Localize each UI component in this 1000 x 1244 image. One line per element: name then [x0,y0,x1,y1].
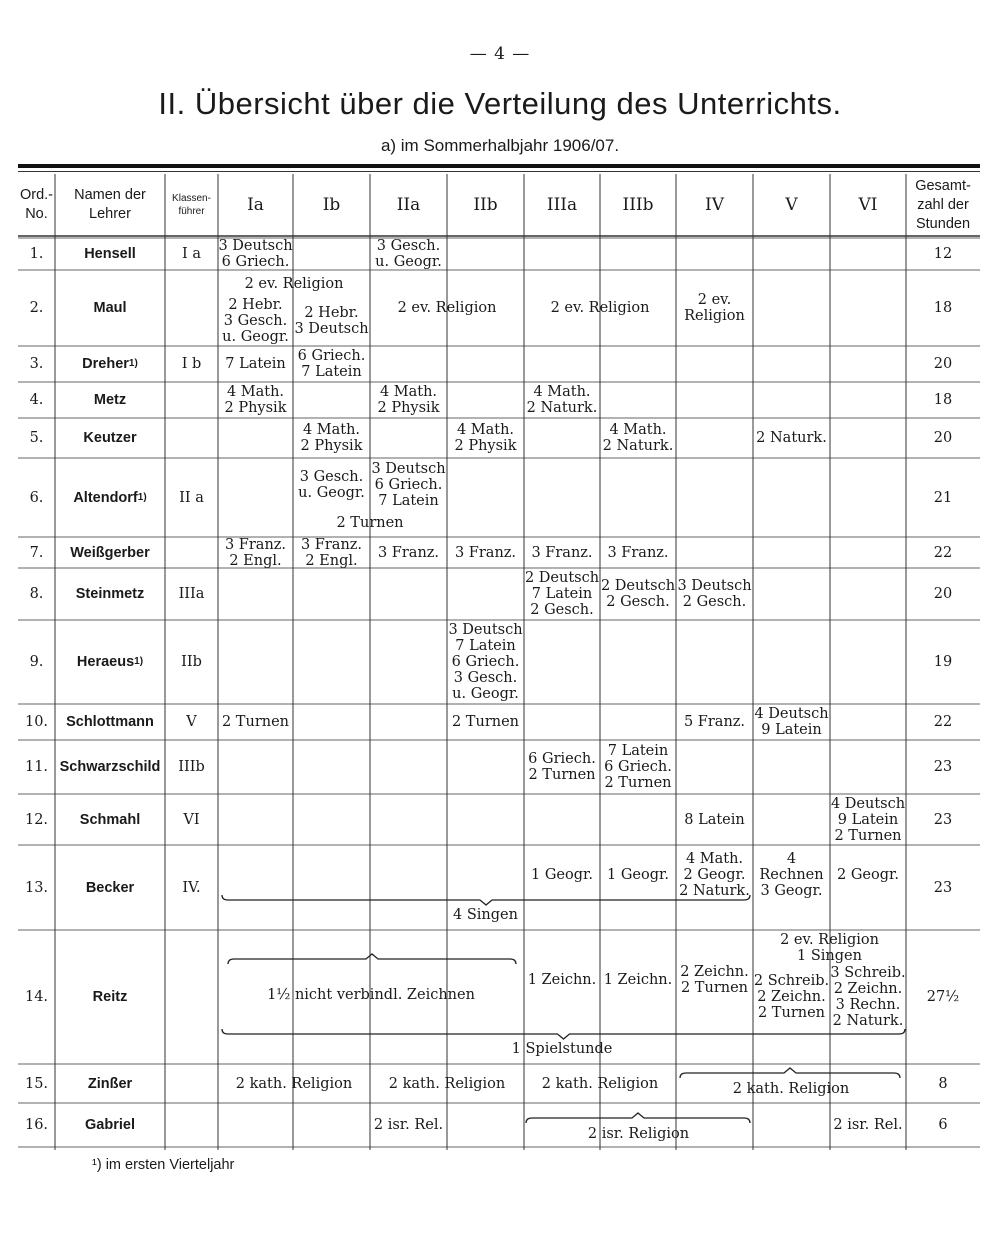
teacher-name [55,1064,165,1103]
subject-cell-ib: 4 Math. 2 Physik [300,422,363,454]
subject-span: 2 kath. Religion [732,1081,850,1097]
teacher-name-text: Steinmetz [75,586,145,602]
row-number: 11. [24,759,49,775]
subject-cell-iib: 2 Turnen [451,714,520,730]
subject-span: 1 Spielstunde [511,1041,613,1057]
subject-span: 2 kath. Religion [235,1075,353,1092]
subject-cell-iiia: 3 Franz. [531,544,593,561]
teacher-name-text: Heraeus [76,654,135,670]
subject-cell-iiia: 1 Geogr. [531,867,593,883]
header-class-iib: IIb [473,195,498,215]
teacher-name-text: Maul [93,300,127,316]
subject-cell-ib: 3 Gesch. u. Geogr. [298,469,365,501]
teacher-name-text: Schmahl [79,811,141,828]
subject-cell-iia: 3 Franz. [377,544,440,561]
total-hours: 18 [933,392,953,408]
row-number: 7. [29,544,44,561]
subject-cell-vi: 3 Schreib. 2 Zeichn. 3 Rechn. 2 Naturk. [830,965,906,1029]
subject-span: 1½ nicht verbindl. Zeichnen [267,987,475,1003]
subject-span: 2 ev. Religion 1 Singen [780,932,879,964]
subject-cell-iv: 2 ev. Religion [684,292,745,324]
row-number: 13. [24,879,49,896]
teacher-name [55,568,165,620]
row-number: 6. [29,489,44,506]
total-hours: 20 [933,356,953,372]
teacher-name-text: Reitz [92,989,128,1005]
total-hours: 19 [933,654,953,670]
footnote [92,1157,234,1173]
total-hours: 23 [933,879,953,896]
subject-cell-ia: 7 Latein [225,356,286,372]
total-hours: 20 [933,430,953,446]
subject-cell-iiib: 7 Latein 6 Griech. 2 Turnen [604,743,672,791]
teacher-name-text: Schwarzschild [59,759,161,775]
subject-cell-iiia: 1 Zeichn. [527,972,597,988]
subject-cell-ia: 4 Math. 2 Physik [224,384,287,416]
subject-cell-vi: 4 Deutsch 9 Latein 2 Turnen [830,795,906,844]
footnote-ref: 1) [134,656,144,667]
total-hours: 22 [933,714,953,730]
subject-cell-iv: 4 Math. 2 Geogr. 2 Naturk. [679,851,750,899]
subject-span: 2 kath. Religion [541,1075,659,1092]
class-leader: I a [182,246,201,262]
subject-cell-iiib: 4 Math. 2 Naturk. [602,422,674,454]
class-leader: I b [181,356,202,372]
subject-cell-ib: 6 Griech. 7 Latein [297,348,366,380]
subject-cell-vi: 2 isr. Rel. [833,1117,903,1133]
total-hours: 18 [933,300,953,316]
total-hours: 23 [933,811,953,828]
footnote-ref: 1) [128,358,138,369]
subject-cell-iiib: 1 Zeichn. [603,972,673,988]
teacher-name [55,794,165,845]
row-number: 14. [24,989,49,1005]
subject-span: 2 kath. Religion [388,1075,506,1092]
subject-cell-iiia: 6 Griech. 2 Turnen [528,751,596,783]
subject-cell-ib: 3 Franz. 2 Engl. [300,536,363,569]
subject-cell-iib: 3 Deutsch 7 Latein 6 Griech. 3 Gesch. u. Geogr. [448,622,523,702]
subject-cell-iiia: 2 Deutsch 7 Latein 2 Gesch. [524,570,600,618]
subject-cell-v: 4 Deutsch 9 Latein [754,706,829,738]
row-number: 3. [29,356,44,372]
teacher-name-text: Altendorf [73,489,138,506]
header-class-vi: VI [858,195,878,215]
header-class-leader: Klassen- führer [172,193,211,217]
subject-cell-iiib: 1 Geogr. [607,867,669,883]
total-hours: 22 [933,544,953,561]
teacher-name [55,270,165,346]
teacher-name [55,382,165,418]
subject-cell-iiib: 3 Franz. [607,544,669,561]
teacher-name-text: Hensell [84,246,136,262]
teacher-name [55,620,165,704]
teacher-name-text: Zinßer [87,1075,133,1092]
total-hours: 27½ [926,989,960,1005]
teacher-name [55,238,165,270]
total-hours: 23 [933,759,953,775]
header-class-iv: IV [705,195,724,215]
row-number: 15. [24,1075,49,1092]
subject-cell-iib: 4 Math. 2 Physik [454,422,517,454]
subject-cell-iv: 5 Franz. [683,714,746,730]
subject-cell-iv: 3 Deutsch 2 Gesch. [677,578,752,610]
header-class-ib: Ib [322,195,341,215]
page-number: — 4 — [469,44,531,64]
teacher-name-text: Gabriel [85,1117,135,1133]
subject-cell-iv: 8 Latein [684,811,745,828]
subject-cell-v: 2 Schreib. 2 Zeichn. 2 Turnen [753,973,830,1021]
row-number: 12. [24,811,49,828]
subject-cell-vi: 2 Geogr. [837,867,899,883]
teacher-name [55,845,165,930]
subject-span: 2 isr. Religion [587,1126,690,1142]
subject-cell-iia: 4 Math. 2 Physik [377,384,440,416]
subject-span: 2 ev. Religion [397,300,497,316]
header-total-hours: Gesamt- zahl der Stunden [915,177,971,232]
teacher-name-text: Metz [93,392,127,408]
row-number: 5. [29,430,44,446]
header-class-iia: IIa [396,195,421,215]
header-class-v: V [785,195,798,215]
footnote-ref: 1) [137,491,147,503]
teacher-name [55,537,165,568]
subject-cell-iv: 2 Zeichn. 2 Turnen [680,964,749,996]
class-leader: IV. [182,879,201,896]
teacher-name [55,418,165,458]
class-leader: IIIb [178,759,205,775]
header-class-iiia: IIIa [546,195,578,215]
row-number: 2. [29,300,44,316]
subject-cell-ib: 2 Hebr. 3 Deutsch [294,305,369,337]
subject-cell-iia: 3 Gesch. u. Geogr. [375,238,442,270]
subject-cell-iia: 3 Deutsch 6 Griech. 7 Latein [371,461,446,509]
subject-cell-ia: 2 Turnen [221,714,290,730]
class-leader: II a [179,489,204,506]
total-hours: 6 [938,1117,948,1133]
class-leader: V [186,714,197,730]
total-hours: 20 [933,586,953,602]
teacher-name [55,740,165,794]
header-class-iiib: IIIb [622,195,654,215]
subject-cell-ia: 2 Hebr. 3 Gesch. u. Geogr. [222,297,289,345]
subject-span: 4 Singen [453,907,518,923]
class-leader: IIIa [178,586,205,602]
total-hours: 12 [933,246,953,262]
subject-span: 2 ev. Religion [550,300,650,316]
subject-cell-iib: 3 Franz. [454,544,517,561]
subject-cell-ia: 3 Deutsch 6 Griech. [218,238,293,270]
teacher-name [55,704,165,740]
teacher-name-text: Becker [85,879,135,896]
row-number: 8. [29,586,44,602]
subject-cell-v: 4 Rechnen 3 Geogr. [759,851,824,899]
teacher-name-text: Schlottmann [66,714,154,730]
row-number: 10. [24,714,49,730]
header-ord-no: Ord.- No. [19,187,54,222]
row-number: 9. [29,654,44,670]
subject-span: 2 Turnen [336,514,404,531]
row-number: 4. [29,392,44,408]
total-hours: 8 [938,1075,948,1092]
footnote-marker: ¹) [92,1157,102,1173]
teacher-name-text: Keutzer [83,430,137,446]
class-leader: IIb [181,654,202,670]
row-number: 1. [29,246,44,262]
page-title: II. Übersicht über die Verteilung des Unterrichts. [158,86,842,121]
teacher-name [55,1103,165,1147]
footnote-text: im ersten Vierteljahr [105,1157,235,1173]
header-teacher-name: Namen der Lehrer [74,187,146,222]
teacher-name-text: Weißgerber [70,544,150,561]
subject-cell-iiia: 4 Math. 2 Naturk. [526,384,598,416]
row-number: 16. [24,1117,49,1133]
total-hours: 21 [933,489,953,506]
header-class-ia: Ia [247,195,264,215]
subject-cell-v: 2 Naturk. [756,430,827,446]
subject-cell-iiib: 2 Deutsch 2 Gesch. [600,578,676,610]
subject-span: 2 ev. Religion [244,276,344,292]
teacher-name [55,346,165,382]
teacher-name-text: Dreher [82,356,129,372]
teacher-name [55,930,165,1064]
teacher-name [55,458,165,537]
page-subtitle: a) im Sommerhalbjahr 1906/07. [380,136,620,155]
subject-cell-ia: 3 Franz. 2 Engl. [224,536,287,569]
class-leader: VI [183,811,200,828]
subject-cell-iia: 2 isr. Rel. [373,1117,444,1133]
